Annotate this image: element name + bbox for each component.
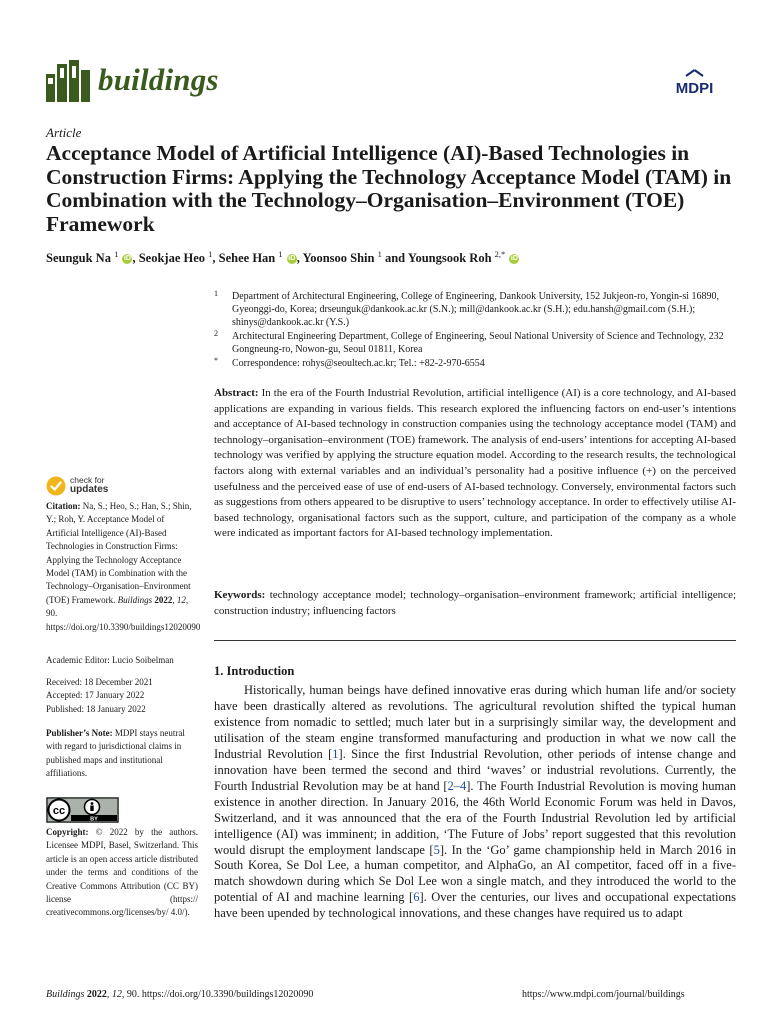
intro-text: ]. The Fourth Industrial Revolution is moving human existence in another direction. In January 2016, the 46th World Economic Forum was held in Davos, Switzerland, and it was announced that the era of the Fourth Industrial Revolution led by artificial intelligence (AI) was imminent; in addition, ‘The Future of Jobs’ report suggested that this revolution would disrupt the employment landscape [: [214, 778, 736, 857]
footer-journal-url[interactable]: https://www.mdpi.com/journal/buildings: [522, 989, 685, 1000]
mdpi-logo-icon: [667, 69, 722, 99]
keywords-label: Keywords:: [214, 589, 266, 601]
article-type: Article: [46, 125, 82, 140]
copyright-label: Copyright:: [46, 827, 89, 837]
article-title: Acceptance Model of Artificial Intelligence (AI)-Based Technologies in Construction Firms: Applying the Technology Acceptance Model (TAM) in Combination with the Technology–Organisation–Environment (TOE) Framework: [46, 141, 732, 236]
citation-label: Citation:: [46, 501, 81, 511]
affiliation-mark: 2: [214, 329, 218, 338]
intro-text: Historically, human beings have defined innovative eras during which human life and/or society have been drastically altered as revolutions. The agricultural revolution shifted the typical human existence from nomadic to settled; much later but in a surprisingly similar way, the development and utilisation of the steam engine transformed manufacturing and production in what we now call the Industrial Revolution [: [214, 683, 736, 761]
intro-text: ]. Over the centuries, our lives and occupational expectations have been upended by technological innovations, and these changes have required us to adapt: [214, 890, 736, 921]
cc-label: cc: [52, 805, 66, 817]
author-separator: ,: [132, 251, 139, 266]
citation-link[interactable]: 6: [413, 890, 420, 905]
footer-journal: Buildings: [46, 989, 85, 1000]
author-separator: ,: [212, 251, 219, 266]
author-affiliation-mark: 1: [278, 249, 283, 259]
author-name[interactable]: Seunguk Na: [46, 251, 111, 266]
author-name[interactable]: Youngsook Roh: [407, 251, 492, 266]
author-name[interactable]: Yoonsoo Shin: [302, 251, 375, 266]
citation-text: Na, S.; Heo, S.; Han, S.; Shin, Y.; Roh, Y. Acceptance Model of Artificial Intelligence (AI)-Based Technologies in Construction Firms: Applying the Technology Acceptance Model (TAM) in Combination with the Technology–Organisation–Environment (TOE) Framework.: [46, 501, 192, 605]
citation-year: 2022: [154, 594, 173, 605]
orcid-icon[interactable]: iD: [510, 255, 518, 263]
author-separator: and: [381, 251, 408, 266]
footer-citation: Buildings 2022, 12, 90. https://doi.org/10.3390/buildings12020090: [46, 989, 314, 1000]
affiliation-text: Architectural Engineering Department, College of Engineering, Seoul National University of Science and Technology, 232 Gongneung-ro, Nowon-gu, Seoul 01811, Korea: [232, 331, 724, 356]
mdpi-logo-text: MDPI: [675, 80, 714, 97]
affiliation-mark: 1: [214, 289, 218, 298]
citation-block: Citation: Na, S.; Heo, S.; Han, S.; Shin, Y.; Roh, Y. Acceptance Model of Artificial Intelligence (AI)-Based Technologies in Construction Firms: Applying the Technology Acceptance Model (TAM) in Combination with the Technology–Organisation–Environment (TOE) Framework. Buildings 2022, 12, 90. https://doi.org/10.3390/buildings12020090: [46, 501, 201, 632]
academic-editor: Academic Editor: Lucio Soibelman: [46, 655, 174, 665]
affiliation-1: [214, 290, 736, 330]
keywords: [214, 588, 736, 619]
date-received: Received: 18 December 2021: [46, 677, 153, 687]
date-accepted: Accepted: 17 January 2022: [46, 690, 145, 701]
copyright-block: [46, 826, 198, 920]
affiliation-2: [214, 330, 736, 356]
article-dates: [46, 676, 198, 716]
correspondence-text: Correspondence: rohys@seoultech.ac.kr; Tel.: +82-2-970-6554: [232, 358, 485, 369]
affiliation-text: Department of Architectural Engineering, College of Engineering, Dankook University, 152 Jukjeon-ro, Yongin-si 16890, Gyeonggi-do, Korea; drseunguk@dankook.ac.kr (S.N.); mill@dankook.ac.kr (S.H.); edu.hansh@gmail.com (S.H.); shinys@dankook.ac.kr (Y.S.): [232, 291, 720, 329]
author-separator: ,: [296, 251, 303, 266]
orcid-icon[interactable]: iD: [123, 255, 131, 263]
abstract-text: In the era of the Fourth Industrial Revolution, artificial intelligence (AI) is a core technology, and AI-based applications are expanding in various fields. This research explored the influencing factors on end-user’s intentions and acceptance of AI-based technology in construction companies using the technology acceptance model (TAM) and technology–organisation–environment (TOE) framework. The analysis of end-users’ intentions for accepting AI-based technology was verified by applying the structure equation model. According to the research results, the technological factors along with external variables and an individual’s personality had a positive influence (+) on the perceived usefulness and the perceived ease of use of end-users of AI-based technology. Conversely, environmental factors such as suggestions from others appeared to be disruptive to users’ technology acceptance. In order to effectively utilise AI-based technology, organisational factors such as the support, culture, and participation of the company as a whole were indicated as important factors for AI-based technology implementation.: [214, 387, 736, 540]
check-for-updates-label: [70, 476, 108, 494]
author-name[interactable]: Sehee Han: [218, 251, 276, 266]
by-label: BY: [90, 816, 98, 823]
copyright-text: © 2022 by the authors. Licensee MDPI, Basel, Switzerland. This article is an open access article distributed under the terms and conditions of the Creative Commons Attribution (CC BY) license (https:// creativecommons.org/licenses/by/ 4.0/).: [46, 827, 199, 918]
author-list: [46, 249, 736, 266]
citation-link[interactable]: 2–4: [447, 778, 467, 793]
author-affiliation-mark: 1: [208, 249, 213, 259]
author-affiliation-mark: 2,*: [494, 249, 506, 259]
keywords-text: technology acceptance model; technology–organisation–environment framework; artificial intelligence; construction industry; influencing factors: [214, 589, 737, 617]
affiliation-mark: *: [214, 356, 218, 365]
abstract: [214, 386, 736, 542]
intro-text: ]. Since the first Industrial Revolution, other periods of intense change and innovation have been termed the second and third ‘waves’ or industrial revolutions. Currently, the Fourth Industrial Revolution may be at hand [: [214, 746, 737, 793]
citation-link[interactable]: 5: [433, 842, 440, 857]
section-divider: [214, 640, 736, 641]
cc-by-license-icon[interactable]: [46, 797, 119, 823]
introduction-paragraph: [214, 683, 736, 922]
publisher-note-text: MDPI stays neutral with regard to jurisdictional claims in published maps and institutional affiliations.: [46, 728, 185, 779]
author-affiliation-mark: 1: [114, 249, 119, 259]
citation-journal: Buildings: [117, 594, 153, 605]
abstract-label: Abstract:: [214, 387, 259, 399]
journal-name: buildings: [98, 62, 219, 97]
citation-link[interactable]: 1: [332, 746, 339, 761]
author-name[interactable]: Seokjae Heo: [138, 251, 206, 266]
footer-volume: 12: [111, 989, 122, 1000]
check-for-updates-line2: updates: [70, 484, 109, 495]
check-for-updates-line1: check for: [70, 475, 105, 485]
date-published: Published: 18 January 2022: [46, 703, 146, 714]
publisher-note: [46, 727, 198, 781]
publisher-note-label: Publisher’s Note:: [46, 728, 113, 738]
orcid-icon[interactable]: iD: [288, 255, 296, 263]
check-for-updates-icon: [46, 476, 66, 496]
correspondence: [214, 357, 736, 370]
footer-year: 2022: [86, 989, 107, 1000]
citation-volume: 12: [176, 594, 186, 605]
intro-text: ]. In the ‘Go’ game championship held in March 2016 in South Korea, Se Dol Lee, a human competitor, and AlphaGo, an AI competitor, faced off in a five-match showdown during which Se Dol Lee won a single match, and they introduced the world to the potential of AI and machine learning [: [214, 842, 736, 905]
section-heading-introduction: 1. Introduction: [214, 664, 295, 678]
author-affiliation-mark: 1: [377, 249, 382, 259]
check-for-updates-button[interactable]: [46, 474, 166, 498]
citation-doi[interactable]: , 90. https://doi.org/10.3390/buildings12020090: [46, 594, 201, 632]
footer-doi[interactable]: , 90. https://doi.org/10.3390/buildings12020090: [121, 989, 314, 1000]
buildings-journal-logo-icon: [46, 60, 92, 102]
